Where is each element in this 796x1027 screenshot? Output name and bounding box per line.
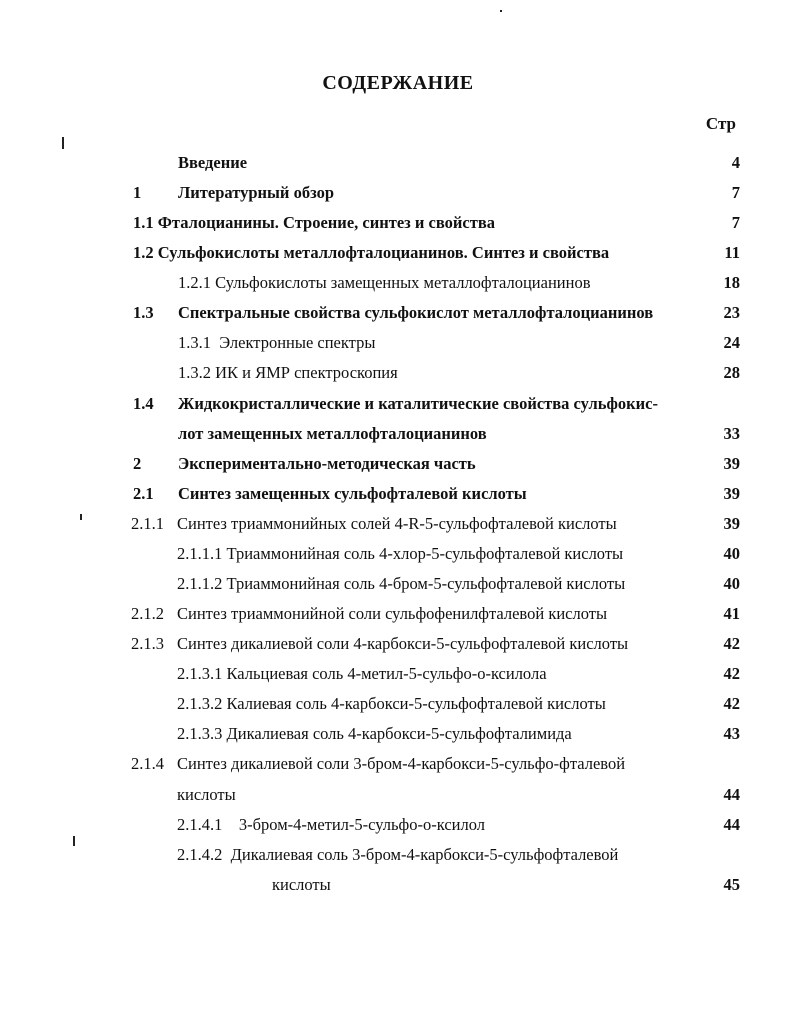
scan-speck bbox=[73, 836, 75, 846]
toc-entry-text: Синтез замещенных сульфофталевой кислоты bbox=[178, 484, 527, 503]
toc-entry-page: 42 bbox=[723, 694, 740, 713]
toc-entry-page: 24 bbox=[723, 333, 740, 352]
toc-entry-page: 33 bbox=[723, 424, 740, 443]
page-column-label: Стр bbox=[705, 114, 736, 133]
toc-entry-page: 28 bbox=[723, 363, 740, 382]
toc-entry-page: 4 bbox=[731, 153, 740, 172]
toc-entry-page: 7 bbox=[731, 183, 740, 202]
toc-entry-page: 45 bbox=[723, 875, 740, 894]
toc-entry-number: 2.1.1 bbox=[131, 514, 164, 533]
page-title: СОДЕРЖАНИЕ bbox=[322, 72, 474, 94]
toc-entry-page: 39 bbox=[723, 484, 740, 503]
toc-entry-text: Спектральные свойства сульфокислот металлофталоцианинов bbox=[178, 303, 654, 322]
toc-entry-text: 2.1.4.2 Дикалиевая соль 3-бром-4-карбокси-5-сульфофталевой bbox=[177, 845, 619, 864]
toc-entry-text: 1.1 Фталоцианины. Строение, синтез и свойства bbox=[133, 213, 496, 232]
scan-speck bbox=[62, 137, 64, 149]
toc-entry-number: 2 bbox=[133, 454, 142, 473]
toc-entry-text: 1.3.1 Электронные спектры bbox=[178, 333, 376, 352]
toc-entry-page: 44 bbox=[723, 785, 740, 804]
toc-entry-page: 42 bbox=[723, 664, 740, 683]
toc-entry-page: 41 bbox=[723, 604, 740, 623]
toc-entry-page: 18 bbox=[723, 273, 740, 292]
toc-entry-text: Синтез триаммонийной соли сульфофенилфталевой кислоты bbox=[177, 604, 608, 623]
toc-entry-text: 2.1.3.3 Дикалиевая соль 4-карбокси-5-сульфофталимида bbox=[177, 724, 572, 743]
toc-entry-page: 43 bbox=[723, 724, 740, 743]
toc-entry-page: 11 bbox=[724, 243, 740, 262]
toc-entry-text: Литературный обзор bbox=[178, 183, 335, 202]
toc-entry-text-continued: кислоты bbox=[272, 875, 331, 894]
toc-entry-text: 2.1.4.1 3-бром-4-метил-5-сульфо-о-ксилол bbox=[177, 815, 485, 834]
toc-entry-text: 1.2.1 Сульфокислоты замещенных металлофталоцианинов bbox=[178, 273, 591, 292]
toc-entry-text: Синтез триаммонийных солей 4-R-5-сульфофталевой кислоты bbox=[177, 514, 617, 533]
toc-entry-text: 2.1.3.1 Кальциевая соль 4-метил-5-сульфо-о-ксилола bbox=[177, 664, 547, 683]
toc-entry-text: Жидкокристаллические и каталитические свойства сульфокис- bbox=[178, 394, 658, 413]
scan-speck bbox=[500, 10, 502, 12]
toc-entry-text: Введение bbox=[178, 153, 248, 172]
toc-entry-number: 1 bbox=[133, 183, 142, 202]
toc-entry-page: 40 bbox=[723, 574, 740, 593]
scan-speck bbox=[80, 514, 82, 520]
toc-entry-page: 23 bbox=[723, 303, 740, 322]
toc-entry-page: 39 bbox=[723, 514, 740, 533]
toc-entry-text: 2.1.1.2 Триаммонийная соль 4-бром-5-сульфофталевой кислоты bbox=[177, 574, 626, 593]
toc-entry-text: 1.3.2 ИК и ЯМР спектроскопия bbox=[178, 363, 398, 382]
toc-entry-number: 2.1 bbox=[133, 484, 154, 503]
toc-entry-text: Синтез дикалиевой соли 3-бром-4-карбокси-5-сульфо-фталевой bbox=[177, 754, 626, 773]
toc-entry-page: 7 bbox=[731, 213, 740, 232]
toc-entry-number: 1.3 bbox=[133, 303, 154, 322]
toc-entry-text: Синтез дикалиевой соли 4-карбокси-5-сульфофталевой кислоты bbox=[177, 634, 629, 653]
toc-entry-number: 1.4 bbox=[133, 394, 154, 413]
toc-entry-text-continued: лот замещенных металлофталоцианинов bbox=[178, 424, 487, 443]
toc-entry-page: 39 bbox=[723, 454, 740, 473]
toc-entry-text: 2.1.3.2 Калиевая соль 4-карбокси-5-сульфофталевой кислоты bbox=[177, 694, 606, 713]
toc-entry-text: Экспериментально-методическая часть bbox=[178, 454, 476, 473]
toc-entry-text: 1.2 Сульфокислоты металлофталоцианинов. Синтез и свойства bbox=[133, 243, 610, 262]
toc-entry-page: 40 bbox=[723, 544, 740, 563]
toc-entry-page: 44 bbox=[723, 815, 740, 834]
toc-entry-number: 2.1.4 bbox=[131, 754, 164, 773]
toc-entry-text-continued: кислоты bbox=[177, 785, 236, 804]
toc-entry-page: 42 bbox=[723, 634, 740, 653]
toc-entry-number: 2.1.2 bbox=[131, 604, 164, 623]
toc-entry-number: 2.1.3 bbox=[131, 634, 164, 653]
toc-entry-text: 2.1.1.1 Триаммонийная соль 4-хлор-5-сульфофталевой кислоты bbox=[177, 544, 624, 563]
